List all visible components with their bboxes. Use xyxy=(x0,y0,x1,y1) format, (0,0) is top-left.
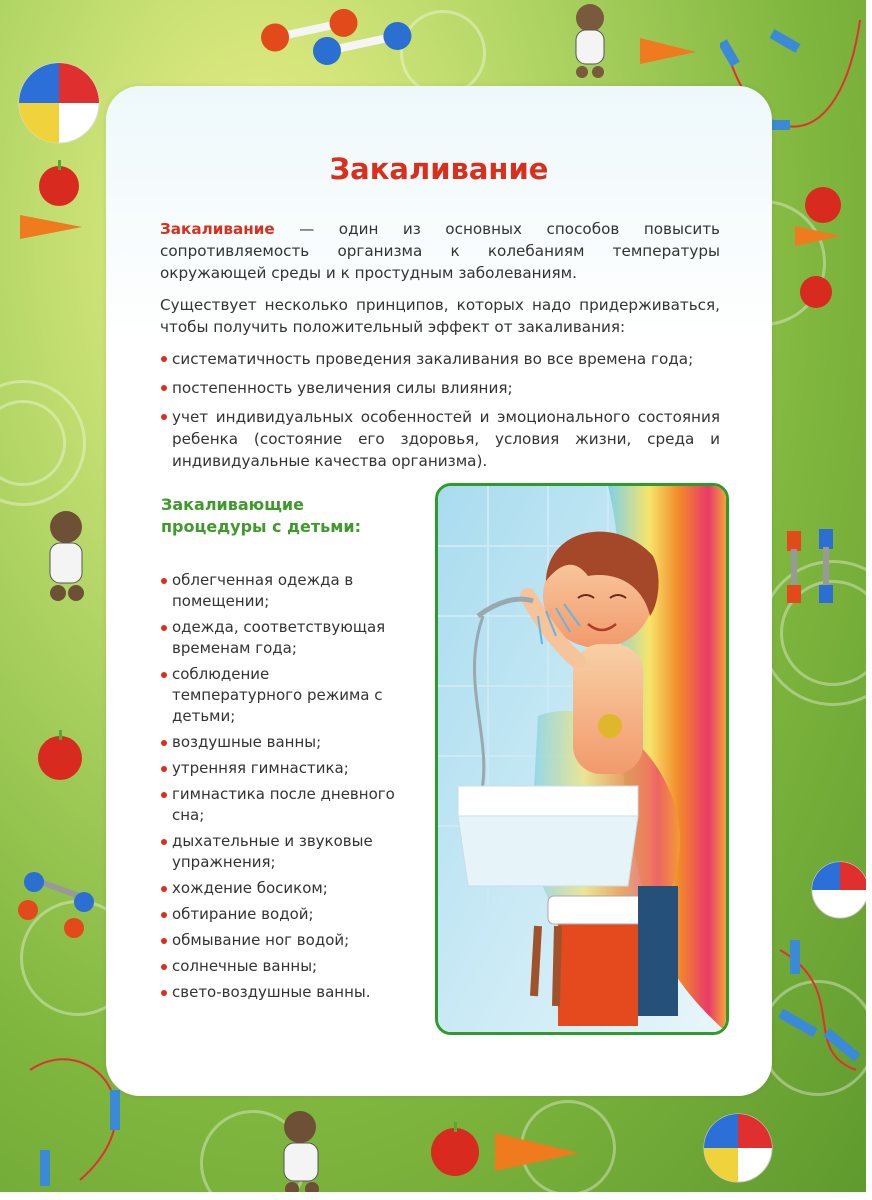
teddy-bear-icon xyxy=(560,0,620,80)
list-item: свето-воздушные ванны. xyxy=(160,982,400,1003)
apple-icon xyxy=(32,728,88,784)
list-item: хождение босиком; xyxy=(160,878,400,899)
apple-icon xyxy=(800,180,846,226)
list-item: дыхательные и звуковые упражнения; xyxy=(160,831,400,873)
list-item: гимнастика после дневного сна; xyxy=(160,784,400,826)
definition-term: Закаливание xyxy=(160,220,275,238)
jump-rope-icon xyxy=(770,930,866,1080)
apple-icon xyxy=(425,1120,485,1180)
page-title: Закаливание xyxy=(329,152,549,186)
beach-ball-icon xyxy=(700,1110,776,1186)
teddy-bear-icon xyxy=(268,1105,338,1192)
procedures-title: Закаливающие процедуры с детьми: xyxy=(161,495,361,536)
list-item: солнечные ванны; xyxy=(160,956,400,977)
definition-paragraph xyxy=(160,218,720,284)
carrot-icon xyxy=(795,222,845,252)
list-item: утренняя гимнастика; xyxy=(160,758,400,779)
list-item: воздушные ванны; xyxy=(160,732,400,753)
list-item: облегченная одежда в помещении; xyxy=(160,570,400,612)
carrot-icon xyxy=(640,30,700,70)
procedures-list xyxy=(160,570,400,1003)
carrot-icon xyxy=(20,205,90,245)
apple-icon xyxy=(796,270,836,310)
dumbbell-icon xyxy=(255,0,425,80)
principles-intro: Существует несколько принципов, которых надо придерживаться, чтобы получить положительный эффект от закаливания: xyxy=(160,296,720,336)
list-item: обтирание водой; xyxy=(160,904,400,925)
list-item: одежда, соответствующая временам года; xyxy=(160,617,400,659)
shower-illustration xyxy=(435,483,729,1035)
list-item: систематичность проведения закаливания во все времена года; xyxy=(160,348,720,370)
apple-icon xyxy=(34,158,84,208)
list-item: постепенность увеличения силы влияния; xyxy=(160,377,720,399)
definition-text: — один из основных способов повысить сопротивляемость организма к колебаниям температуры окружающей среды и к простудным заболеваниям. xyxy=(160,220,720,282)
beach-ball-icon xyxy=(808,858,866,922)
principles-list xyxy=(160,348,720,472)
list-item: соблюдение температурного режима с детьми; xyxy=(160,664,400,727)
carrot-icon xyxy=(495,1125,585,1175)
list-item: учет индивидуальных особенностей и эмоционального состояния ребенка (состояние его здоровья, условия жизни, среда и индивидуальные качества организма). xyxy=(160,406,720,472)
teddy-bear-icon xyxy=(36,505,96,605)
procedures-section xyxy=(160,570,400,1008)
list-item: обмывание ног водой; xyxy=(160,930,400,951)
dumbbell-icon xyxy=(783,515,843,605)
beach-ball-icon xyxy=(14,58,104,148)
intro-section xyxy=(160,218,720,479)
dumbbell-icon xyxy=(14,870,104,940)
